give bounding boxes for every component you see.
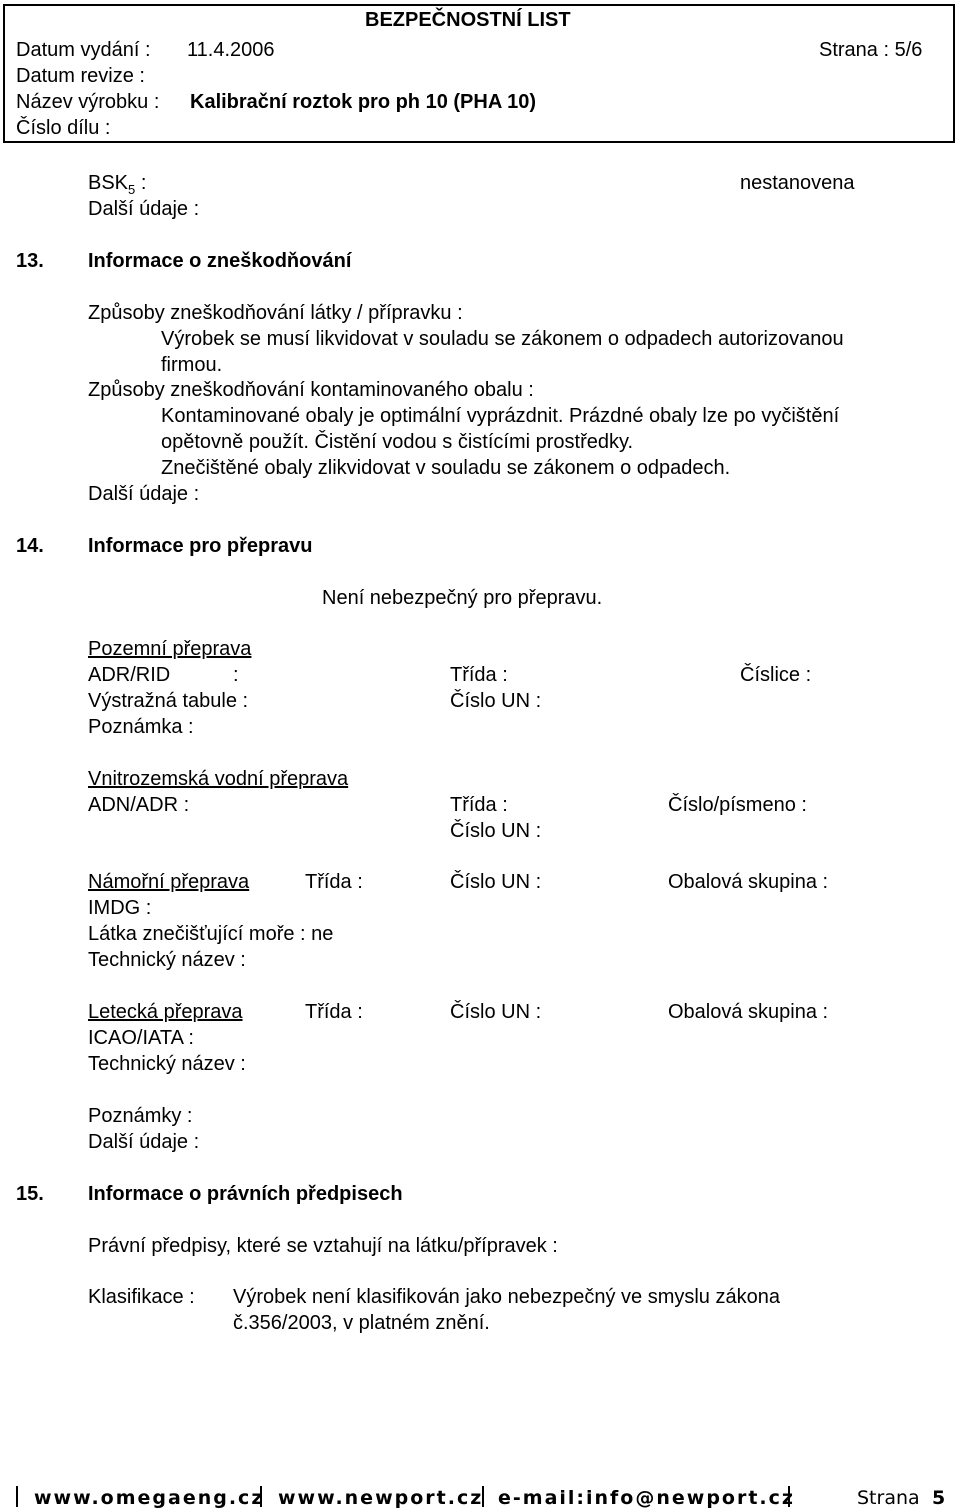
disposal-packaging-text-3: Znečištěné obaly zlikvidovat v souladu se zákonem o odpadech. — [161, 457, 731, 479]
inland-un-label: Číslo UN : — [450, 820, 542, 842]
inland-letter-label: Číslo/písmeno : — [668, 794, 807, 816]
footer-page-label: Strana — [857, 1487, 920, 1509]
bsk-subscript: 5 — [128, 182, 136, 197]
page-footer — [14, 1486, 946, 1512]
land-class-label: Třída : — [450, 664, 508, 686]
sea-technical-name-label: Technický název : — [88, 949, 246, 971]
page-indicator: Strana : 5/6 — [819, 39, 923, 61]
bsk-value: nestanovena — [740, 172, 855, 194]
section-13-other-info: Další údaje : — [88, 483, 200, 505]
imdg-label: IMDG : — [88, 897, 152, 919]
sea-packing-group-label: Obalová skupina : — [668, 871, 829, 893]
issue-date: 11.4.2006 — [187, 39, 275, 61]
section-15-number: 15. — [16, 1183, 44, 1205]
sea-transport-heading: Námořní přeprava — [88, 871, 250, 893]
classification-text-2: č.356/2003, v platném znění. — [233, 1312, 490, 1334]
footer-link-newport[interactable]: www.newport.cz — [278, 1487, 484, 1509]
adr-rid-label: ADR/RID — [88, 664, 171, 686]
land-note-label: Poznámka : — [88, 716, 194, 738]
disposal-packaging-label: Způsoby zneškodňování kontaminovaného obalu : — [88, 379, 534, 401]
other-info-label: Další údaje : — [88, 198, 200, 220]
footer-separator — [482, 1486, 484, 1507]
regulations-label: Právní předpisy, které se vztahují na látku/přípravek : — [88, 1235, 558, 1257]
footer-separator — [16, 1486, 18, 1507]
air-packing-group-label: Obalová skupina : — [668, 1001, 829, 1023]
air-technical-name-label: Technický název : — [88, 1053, 246, 1075]
disposal-substance-label: Způsoby zneškodňování látky / přípravku : — [88, 302, 463, 324]
product-name-label: Název výrobku : — [16, 91, 160, 113]
air-un-label: Číslo UN : — [450, 1001, 542, 1023]
section-14-other-info: Další údaje : — [88, 1131, 200, 1153]
inland-water-heading: Vnitrozemská vodní přeprava — [88, 768, 349, 790]
disposal-substance-text-1: Výrobek se musí likvidovat v souladu se zákonem o odpadech autorizovanou — [161, 328, 844, 350]
footer-separator — [260, 1486, 262, 1507]
land-un-label: Číslo UN : — [450, 690, 542, 712]
adr-rid-colon: : — [233, 664, 239, 686]
marine-pollutant-label: Látka znečišťující moře : ne — [88, 923, 334, 945]
air-class-label: Třída : — [305, 1001, 363, 1023]
air-transport-heading: Letecká přeprava — [88, 1001, 243, 1023]
classification-label: Klasifikace : — [88, 1286, 195, 1308]
section-13-number: 13. — [16, 250, 44, 272]
icao-iata-label: ICAO/IATA : — [88, 1027, 194, 1049]
section-13-title: Informace o zneškodňování — [88, 250, 352, 272]
inland-class-label: Třída : — [450, 794, 508, 816]
disposal-packaging-text-2: opětovně použít. Čistění vodou s čistícími prostředky. — [161, 431, 634, 453]
disposal-substance-text-2: firmou. — [161, 354, 223, 376]
document-title: BEZPEČNOSTNÍ LIST — [365, 9, 571, 31]
land-transport-heading: Pozemní přeprava — [88, 638, 252, 660]
footer-email-label: e-mail: — [498, 1487, 587, 1509]
warning-plate-label: Výstražná tabule : — [88, 690, 249, 712]
footer-email-link[interactable]: info@newport.cz — [586, 1487, 795, 1509]
footer-link-omegaeng[interactable]: www.omegaeng.cz — [34, 1487, 265, 1509]
sea-un-label: Číslo UN : — [450, 871, 542, 893]
product-name: Kalibrační roztok pro ph 10 (PHA 10) — [190, 91, 536, 113]
sea-class-label: Třída : — [305, 871, 363, 893]
part-number-label: Číslo dílu : — [16, 117, 111, 139]
bsk-colon: : — [140, 172, 147, 194]
footer-separator — [788, 1486, 790, 1507]
classification-text-1: Výrobek není klasifikován jako nebezpečný ve smyslu zákona — [233, 1286, 780, 1308]
section-14-number: 14. — [16, 535, 44, 557]
land-number-label: Číslice : — [740, 664, 812, 686]
section-14-title: Informace pro přepravu — [88, 535, 313, 557]
not-dangerous-text: Není nebezpečný pro přepravu. — [322, 587, 603, 609]
footer-page-number: 5 — [932, 1487, 946, 1509]
transport-notes-label: Poznámky : — [88, 1105, 193, 1127]
adn-adr-label: ADN/ADR : — [88, 794, 190, 816]
bsk-label: $BSK_5$ : — [88, 172, 147, 197]
issue-date-label: Datum vydání : — [16, 39, 151, 61]
disposal-packaging-text-1: Kontaminované obaly je optimální vyprázdnit. Prázdné obaly lze po vyčištění — [161, 405, 840, 427]
section-15-title: Informace o právních předpisech — [88, 1183, 403, 1205]
revision-date-label: Datum revize : — [16, 65, 145, 87]
